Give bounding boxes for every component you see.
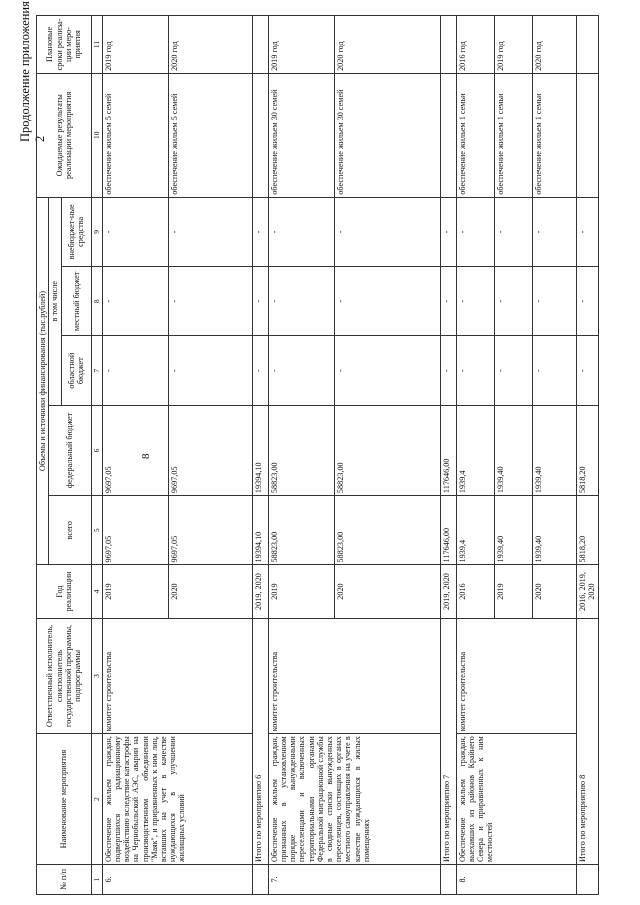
year: 2020	[532, 565, 576, 618]
year: 2020	[334, 565, 440, 618]
regional: -	[268, 336, 334, 405]
row-number: 6.	[102, 864, 252, 894]
header-terms: Плановые сроки реализа-ции меро-приятия	[37, 16, 92, 74]
expected-result: обеспечение жильем 1 семьи	[494, 73, 532, 197]
expected-result: обеспечение жильем 1 семьи	[532, 73, 576, 197]
column-number: 7	[91, 336, 102, 405]
term: 2019 год	[268, 16, 334, 74]
local: -	[102, 267, 168, 336]
total: 1939,40	[494, 496, 532, 565]
column-number: 3	[91, 618, 102, 734]
federal: 58823,00	[334, 405, 440, 495]
column-number: 11	[91, 16, 102, 74]
row-number: 7.	[268, 864, 440, 894]
total: 58823,00	[334, 496, 440, 565]
local: -	[494, 267, 532, 336]
table-row	[102, 16, 168, 895]
column-number: 10	[91, 73, 102, 197]
federal: 19394,10	[252, 405, 268, 495]
total: 5818,20	[576, 496, 598, 565]
year: 2019, 2020	[252, 565, 268, 618]
year: 2016	[456, 565, 494, 618]
expected-result: обеспечение жильем 30 семей	[334, 73, 440, 197]
year: 2019	[494, 565, 532, 618]
expected-result: обеспечение жильем 30 семей	[268, 73, 334, 197]
term: 2020 год	[168, 16, 252, 74]
expected-result: обеспечение жильем 1 семьи	[456, 73, 494, 197]
local: -	[252, 267, 268, 336]
year: 2020	[168, 565, 252, 618]
federal: 1939,4	[456, 405, 494, 495]
local: -	[268, 267, 334, 336]
table-row	[440, 16, 456, 895]
regional: -	[576, 336, 598, 405]
header-local: местный бюджет	[61, 267, 91, 336]
measure-name: Обеспечение жильем граждан, выехавших из районов Крайнего Севера и приравненных к ним местностей	[456, 734, 576, 865]
local: -	[334, 267, 440, 336]
local: -	[168, 267, 252, 336]
total: 9697,05	[168, 496, 252, 565]
federal: 58823,00	[268, 405, 334, 495]
extra: -	[334, 197, 440, 266]
total: 19394,10	[252, 496, 268, 565]
subtotal-label: Итого по мероприятию 7	[440, 618, 456, 864]
table-row	[268, 16, 334, 895]
measure-name: Обеспечение жильем граждан, признанных в установленном порядке вынужденными переселенцами и включенных территориальными органами Федеральной миграционной службы в сводные списки вынужденных переселенцев, состоящих в органах местного самоуправления на учете в качестве нуждающихся в жилых помещениях	[268, 734, 440, 865]
header-no: № п/п	[37, 864, 92, 894]
year: 2019	[268, 565, 334, 618]
local: -	[532, 267, 576, 336]
column-number: 8	[91, 267, 102, 336]
header-total: всего	[49, 496, 91, 565]
executor: комитет строительства	[102, 618, 252, 734]
header-federal: федеральный бюджет	[49, 405, 91, 495]
column-number: 5	[91, 496, 102, 565]
total: 58823,00	[268, 496, 334, 565]
federal: 9697,05	[102, 405, 168, 495]
table-row	[456, 16, 494, 895]
federal: 5818,20	[576, 405, 598, 495]
column-number: 2	[91, 734, 102, 865]
total: 117646,00	[440, 496, 456, 565]
column-number: 6	[91, 405, 102, 495]
extra: -	[494, 197, 532, 266]
header-executor: Ответственный исполнитель, соисполнитель государственной программы, подпрограммы	[37, 618, 92, 734]
column-number: 9	[91, 197, 102, 266]
regional: -	[532, 336, 576, 405]
regional: -	[334, 336, 440, 405]
header-extra: внебюджет-ные средства	[61, 197, 91, 266]
term: 2020 год	[334, 16, 440, 74]
total: 1939,40	[532, 496, 576, 565]
federal: 117646,00	[440, 405, 456, 495]
regional: -	[168, 336, 252, 405]
term: 2019 год	[102, 16, 168, 74]
expected-result: обеспечение жильем 5 семей	[168, 73, 252, 197]
regional: -	[456, 336, 494, 405]
page-number: 8	[140, 453, 152, 459]
column-number-row	[91, 16, 102, 895]
term: 2020 год	[532, 16, 576, 74]
row-number: 8.	[456, 864, 576, 894]
measure-name: Обеспечение жильем граждан, подвергшихся радиационному воздействию вследствие катастрофы на Чернобыльской АЭС, аварии на производственном объединении "Маяк", и приравненных к ним лиц, вставших на учет в качестве нуждающихся в улучшении жилищных условий	[102, 734, 252, 865]
expected-result: обеспечение жильем 5 семей	[102, 73, 168, 197]
local: -	[456, 267, 494, 336]
federal: 9697,05	[168, 405, 252, 495]
subtotal-label: Итого по мероприятию 6	[252, 618, 268, 864]
regional: -	[494, 336, 532, 405]
term: 2016 год	[456, 16, 494, 74]
total: 9697,05	[102, 496, 168, 565]
header-funding: Объемы и источники финансирования (тыс.рублей)	[37, 197, 49, 565]
extra: -	[440, 197, 456, 266]
header-regional: областной бюджет	[61, 336, 91, 405]
column-number: 1	[91, 864, 102, 894]
regional: -	[102, 336, 168, 405]
extra: -	[268, 197, 334, 266]
header-including: в том числе	[49, 197, 61, 405]
local: -	[440, 267, 456, 336]
year: 2019, 2020	[440, 565, 456, 618]
extra: -	[456, 197, 494, 266]
regional: -	[440, 336, 456, 405]
subtotal-label: Итого по мероприятию 8	[576, 618, 598, 864]
header-name: Наименование мероприятия	[37, 734, 92, 865]
federal: 1939,40	[494, 405, 532, 495]
column-number: 4	[91, 565, 102, 618]
appendix-continuation-note: Продолжение приложения 2	[18, 1, 47, 142]
header-results: Ожидаемые результаты реализации мероприятия	[37, 73, 92, 197]
federal: 1939,40	[532, 405, 576, 495]
table-row	[252, 16, 268, 895]
term: 2019 год	[494, 16, 532, 74]
regional: -	[252, 336, 268, 405]
executor: комитет строительства	[268, 618, 440, 734]
extra: -	[576, 197, 598, 266]
year: 2019	[102, 565, 168, 618]
executor: комитет строительства	[456, 618, 576, 734]
extra: -	[102, 197, 168, 266]
extra: -	[252, 197, 268, 266]
header-year: Год реализации	[37, 565, 92, 618]
extra: -	[532, 197, 576, 266]
extra: -	[168, 197, 252, 266]
total: 1939,4	[456, 496, 494, 565]
year: 2016, 2019, 2020	[576, 565, 598, 618]
local: -	[576, 267, 598, 336]
table-row	[576, 16, 598, 895]
funding-table	[36, 15, 599, 895]
